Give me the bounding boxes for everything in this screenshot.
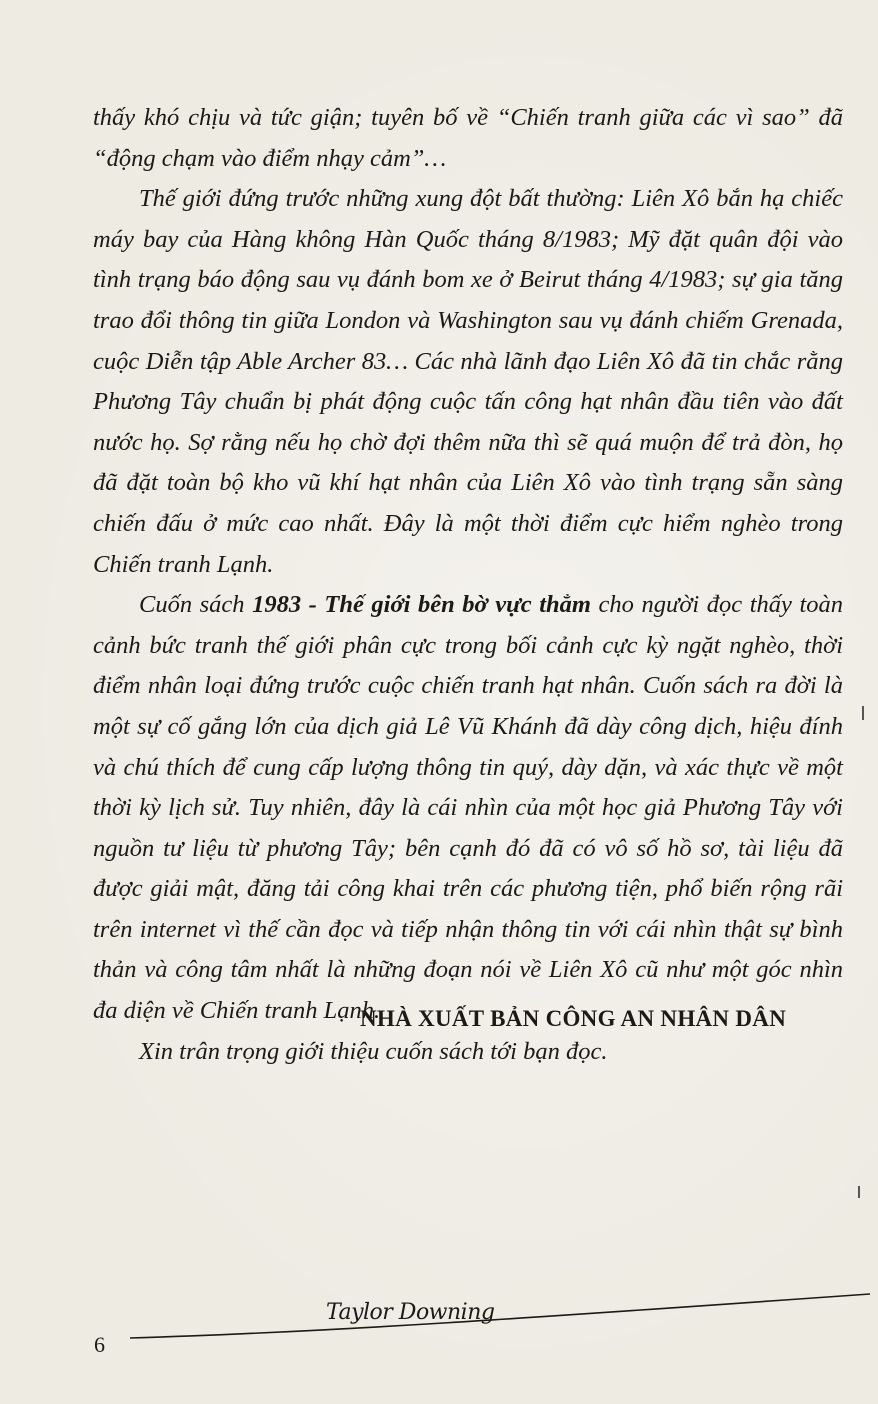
- publisher-signature: NHÀ XUẤT BẢN CÔNG AN NHÂN DÂN: [360, 1006, 787, 1031]
- margin-mark: [858, 1186, 860, 1198]
- paragraph-book-summary-intro: Cuốn sách: [139, 591, 253, 619]
- margin-mark: [862, 706, 864, 720]
- footer-rule-line: [130, 1294, 870, 1338]
- body-text: [93, 98, 843, 1072]
- paragraph-book-summary-rest: cho người đọc thấy toàn cảnh bức tranh thế giới phân cực trong bối cảnh cực kỳ ngặt nghèo, thời điểm nhân loại đứng trước cuộc chiến tranh hạt nhân. Cuốn sách ra đời là một sự cố gắng lớn của dịch giả Lê Vũ Khánh đã dày công dịch, hiệu đính và chú thích để cung cấp lượng thông tin quý, dày dặn, và xác thực về một thời kỳ lịch sử. Tuy nhiên, đây là cái nhìn của một học giả Phương Tây với nguồn tư liệu từ phương Tây; bên cạnh đó đã có vô số hồ sơ, tài liệu đã được giải mật, đăng tải công khai trên các phương tiện, phổ biến rộng rãi trên internet vì thế cần đọc và tiếp nhận thông tin với cái nhìn thật sự bình thản và công tâm nhất là những đoạn nói về Liên Xô cũ như một góc nhìn đa diện về Chiến tranh Lạnh.: [93, 591, 844, 1025]
- page-number: 6: [94, 1332, 105, 1357]
- paragraph-conflicts: Thế giới đứng trước những xung đột bất thường: Liên Xô bắn hạ chiếc máy bay của Hàng không Hàn Quốc tháng 8/1983; Mỹ đặt quân đội vào tình trạng báo động sau vụ đánh bom xe ở Beirut tháng 4/1983; sự gia tăng trao đổi thông tin giữa London và Washington sau vụ đánh chiếm Grenada, cuộc Diễn tập Able Archer 83… Các nhà lãnh đạo Liên Xô đã tin chắc rằng Phương Tây chuẩn bị phát động cuộc tấn công hạt nhân đầu tiên vào đất nước họ. Sợ rằng nếu họ chờ đợi thêm nữa thì sẽ quá muộn để trả đòn, họ đã đặt toàn bộ kho vũ khí hạt nhân của Liên Xô vào tình trạng sẵn sàng chiến đấu ở mức cao nhất. Đây là một thời điểm cực hiểm nghèo trong Chiến tranh Lạnh.: [93, 185, 843, 578]
- book-title: 1983 - Thế giới bên bờ vực thẳm: [252, 591, 591, 619]
- paragraph-book-summary: [93, 585, 843, 1032]
- footer-rule: [130, 1286, 870, 1346]
- author-signature: Taylor Downing: [326, 1300, 495, 1325]
- paragraph-closing: Xin trân trọng giới thiệu cuốn sách tới bạn đọc.: [139, 1037, 608, 1065]
- paragraph-continuation: thấy khó chịu và tức giận; tuyên bố về “Chiến tranh giữa các vì sao” đã “động chạm vào điểm nhạy cảm”…: [93, 104, 843, 172]
